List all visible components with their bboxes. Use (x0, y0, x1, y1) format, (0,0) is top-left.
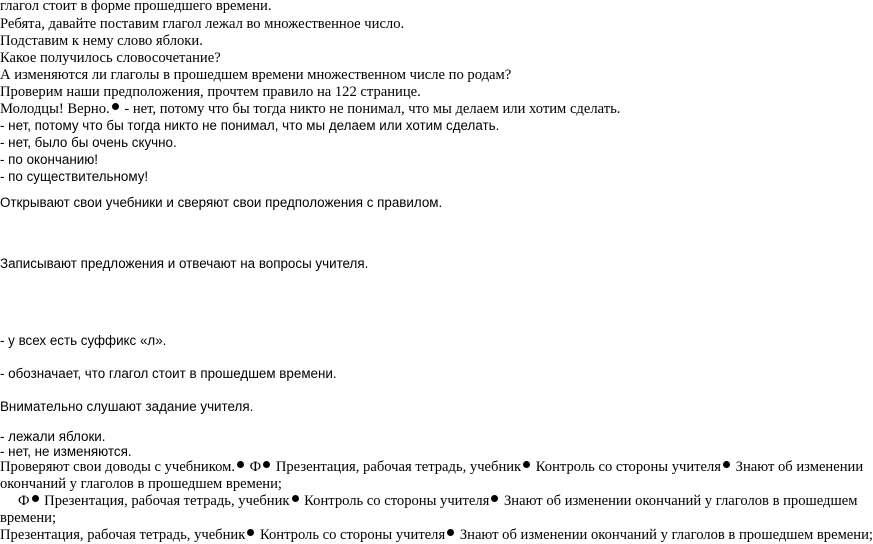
text-span: Знают об изменении (732, 459, 864, 475)
text-span: Проверяют свои доводы с учебником. (0, 459, 235, 475)
text-span: Контроль со стороны учителя (300, 493, 490, 509)
text-line: Внимательно слушают задание учителя. (0, 399, 254, 414)
text-span: Презентация, рабочая тетрадь, учебник (40, 493, 290, 509)
text-line: Проверим наши предположения, прочтем правило на 122 странице. (0, 84, 421, 100)
text-line: глагол стоит в форме прошедшего времени. (0, 0, 272, 14)
text-span: Ф (18, 493, 30, 509)
bullet-icon (237, 461, 244, 468)
bullet-icon (292, 495, 299, 502)
bullet-icon (491, 495, 498, 502)
text-span: Контроль со стороны учителя (532, 459, 721, 475)
text-line: Какое получилось словосочетание? (0, 50, 221, 66)
text-span: - нет, потому что бы тогда никто не понимал, что мы делаем или хотим сделать. (120, 101, 621, 117)
text-line (0, 458, 863, 476)
text-line: - обозначает, что глагол стоит в прошедшем времени. (0, 366, 337, 381)
text-span: Знают об изменении окончаний у глаголов в прошедшем времени; (456, 527, 873, 543)
text-line: Записывают предложения и отвечают на вопросы учителя. (0, 256, 369, 271)
text-line: - по существительному! (0, 169, 149, 184)
text-span: Молодцы! Верно. (0, 101, 110, 117)
text-line: - нет, потому что бы тогда никто не понимал, что мы делаем или хотим сделать. (0, 118, 500, 133)
text-line: Открывают свои учебники и сверяют свои предположения с правилом. (0, 195, 443, 210)
text-line: А изменяются ли глаголы в прошедшем времени множественном числе по родам? (0, 67, 512, 83)
bullet-icon (112, 103, 119, 110)
bullet-icon (32, 495, 39, 502)
text-line: окончаний у глаголов в прошедшем времени; (0, 476, 282, 492)
text-line: Ребята, давайте поставим глагол лежал во множественное число. (0, 16, 405, 32)
text-line: - по окончанию! (0, 152, 98, 167)
bullet-icon (263, 461, 270, 468)
bullet-icon (447, 529, 454, 536)
text-line: Подставим к нему слово яблоки. (0, 33, 203, 49)
text-line: - нет, не изменяются. (0, 444, 132, 459)
text-span: Презентация, рабочая тетрадь, учебник (272, 459, 522, 475)
text-line: - лежали яблоки. (0, 429, 106, 444)
text-line: - у всех есть суффикс «л». (0, 333, 167, 348)
text-span: Знают об изменении окончаний у глаголов в прошедшем (500, 493, 858, 509)
bullet-icon (523, 461, 530, 468)
bullet-icon (247, 529, 254, 536)
text-line: времени; (0, 510, 57, 526)
text-line: - нет, было бы очень скучно. (0, 135, 177, 150)
text-span: Презентация, рабочая тетрадь, учебник (0, 527, 246, 543)
text-line (0, 526, 873, 544)
text-line (0, 100, 620, 118)
text-span: Ф (246, 459, 262, 475)
bullet-icon (723, 461, 730, 468)
text-line (18, 492, 857, 510)
text-span: Контроль со стороны учителя (256, 527, 446, 543)
